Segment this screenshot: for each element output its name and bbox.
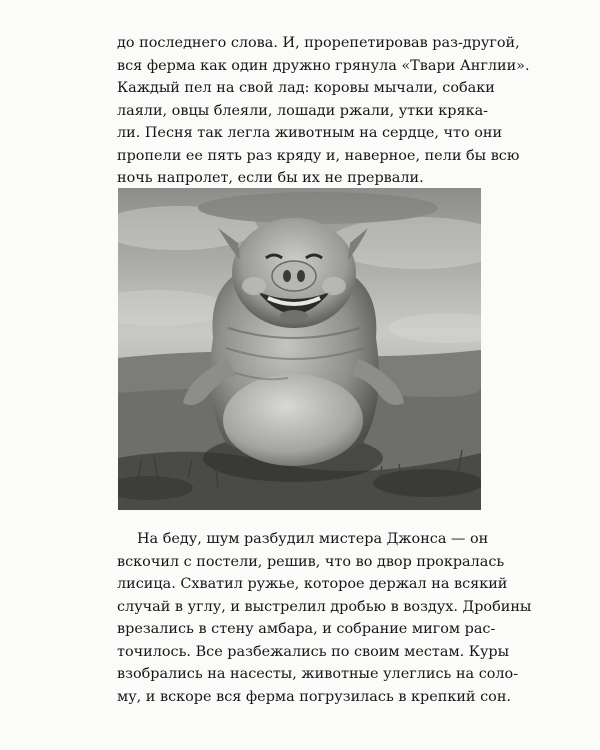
text-line: случай в углу, и выстрелил дробью в воздух. Дробины xyxy=(117,598,532,615)
text-line: вся ферма как один дружно грянула «Твари Англии». xyxy=(117,57,530,74)
text-line: вскочил с постели, решив, что во двор прокралась xyxy=(117,553,505,570)
text-line: пропели ее пять раз кряду и, наверное, пели бы всю xyxy=(117,147,520,164)
rock xyxy=(373,469,481,497)
text-line: врезались в стену амбара, и собрание мигом рас- xyxy=(117,621,496,637)
text-line: му, и вскоре вся ферма погрузилась в крепкий сон. xyxy=(117,688,511,705)
smiling-pig-illustration xyxy=(118,188,481,510)
text-line: ночь напролет, если бы их не прервали. xyxy=(117,170,424,186)
text-line: лаяли, овцы блеяли, лошади ржали, утки крякa- xyxy=(117,102,489,119)
text-line: точилось. Все разбежались по своим местам. Куры xyxy=(117,643,510,660)
text-line: до последнего слова. И, прорепетировав раз-другой, xyxy=(117,35,520,51)
text-line: На беду, шум разбудил мистера Джонса — он xyxy=(137,531,489,547)
text-line: Каждый пел на свой лад: коровы мычали, собаки xyxy=(117,80,495,96)
text-line: лисица. Схватил ружье, которое держал на всякий xyxy=(117,576,508,592)
text-line: ли. Песня так легла животным на сердце, что они xyxy=(117,125,503,141)
paragraph-bottom xyxy=(117,528,532,708)
paragraph-top xyxy=(117,32,530,190)
text-line: взобрались на насесты, животные улеглись на соло- xyxy=(117,666,519,682)
